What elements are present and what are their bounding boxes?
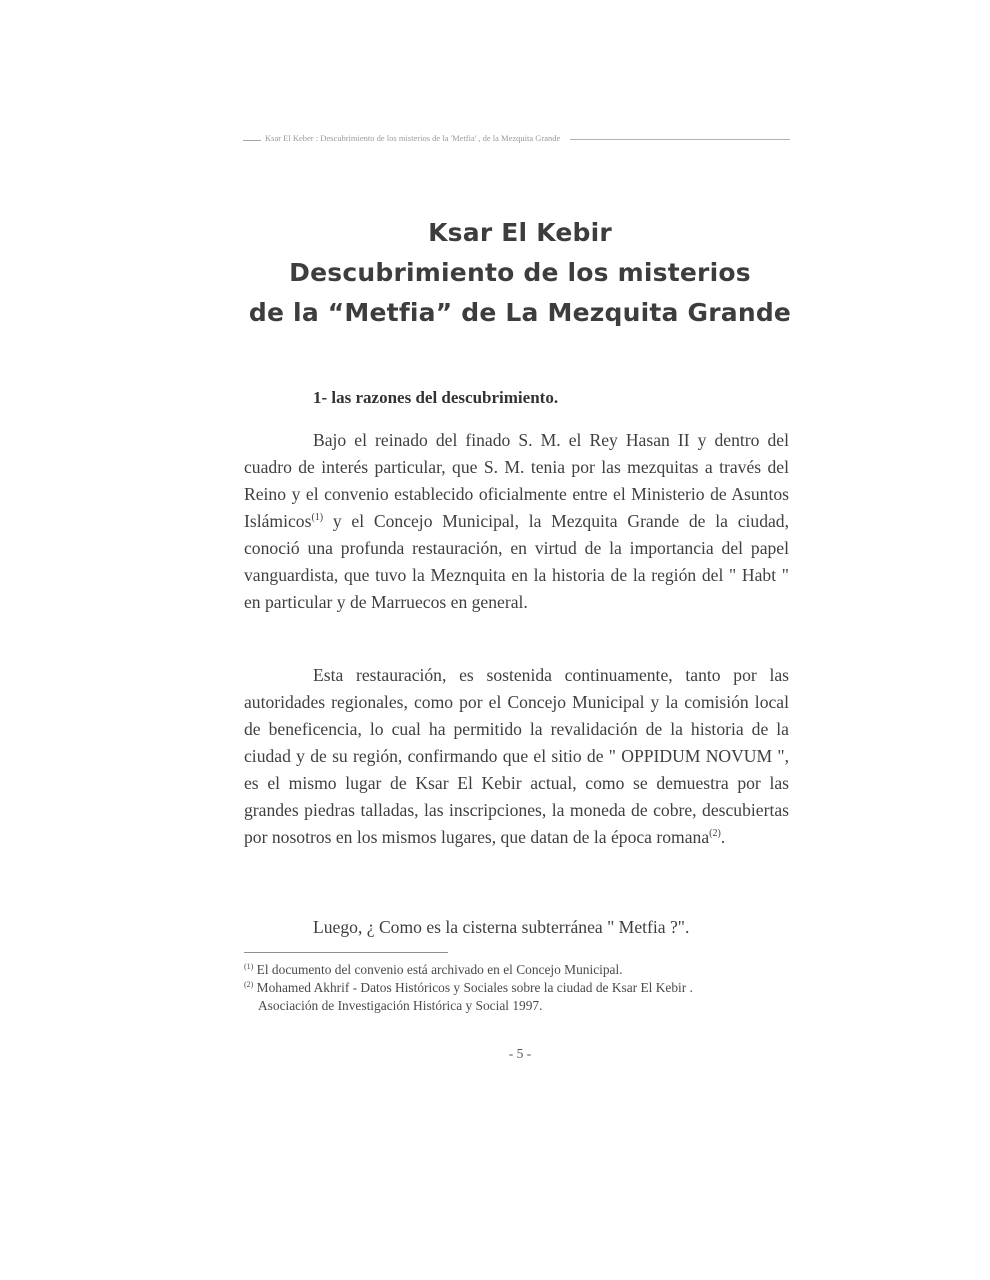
footnote-1-marker: (1) bbox=[244, 962, 254, 971]
header-rule-left bbox=[243, 140, 261, 141]
footnotes bbox=[244, 961, 804, 1015]
page-number: - 5 - bbox=[508, 1046, 532, 1061]
running-header bbox=[243, 131, 790, 145]
page-title bbox=[240, 213, 800, 333]
section-heading: 1- las razones del descubrimiento. bbox=[313, 388, 559, 407]
title-line-1: Ksar El Kebir bbox=[428, 218, 612, 247]
footnote-divider bbox=[244, 952, 448, 953]
footnote-ref-2[interactable]: (2) bbox=[709, 828, 721, 839]
header-rule-right bbox=[570, 139, 790, 140]
paragraph-1-text-a: Bajo el reinado del finado S. M. el Rey Hasan II y dentro del cuadro de interés particular, que S. M. tenia por las mezquitas a través del Reino y el convenio establecido oficialmente entre el Ministerio de Asuntos Islámicos bbox=[244, 430, 789, 531]
paragraph-1 bbox=[244, 427, 789, 616]
footnote-2-text: Mohamed Akhrif - Datos Históricos y Sociales sobre la ciudad de Ksar El Kebir . bbox=[253, 980, 693, 995]
footnote-1-text: El documento del convenio está archivado en el Concejo Municipal. bbox=[253, 962, 623, 977]
paragraph-2 bbox=[244, 662, 789, 851]
paragraph-2-text-a: Esta restauración, es sostenida continuamente, tanto por las autoridades regionales, como por el Concejo Municipal y la comisión local de beneficencia, lo cual ha permitido la revalidación de la historia de la ciudad y de su región, confirmando que el sitio de " OPPIDUM NOVUM ", es el mismo lugar de Ksar El Kebir actual, como se demuestra por las grandes piedras talladas, las inscripciones, la moneda de cobre, descubiertas por nosotros en los mismos lugares, que datan de la época romana bbox=[244, 665, 789, 847]
title-line-3: de la “Metfia” de La Mezquita Grande bbox=[248, 298, 792, 327]
footnote-2-marker: (2) bbox=[244, 980, 254, 989]
footnote-ref-1[interactable]: (1) bbox=[311, 512, 324, 523]
paragraph-1-text-b: y el Concejo Municipal, la Mezquita Grande de la ciudad, conoció una profunda restauración, en virtud de la importancia del papel vanguardista, que tuvo la Meznquita en la historia de la región del " Habt " en particular y de Marruecos en general. bbox=[244, 511, 789, 612]
footnote-2-continuation: Asociación de Investigación Histórica y Social 1997. bbox=[258, 998, 543, 1013]
running-header-text: Ksar El Keber : Descubrimiento de los misterios de la 'Metfia' , de la Mezquita Grande bbox=[265, 133, 561, 143]
title-line-2: Descubrimiento de los misterios bbox=[289, 258, 751, 287]
paragraph-3-text: Luego, ¿ Como es la cisterna subterránea " Metfia ?". bbox=[313, 917, 690, 937]
footnote-2 bbox=[244, 979, 804, 997]
paragraph-2-text-b: . bbox=[720, 827, 726, 847]
footnote-1 bbox=[244, 961, 804, 979]
paragraph-3 bbox=[244, 914, 789, 941]
